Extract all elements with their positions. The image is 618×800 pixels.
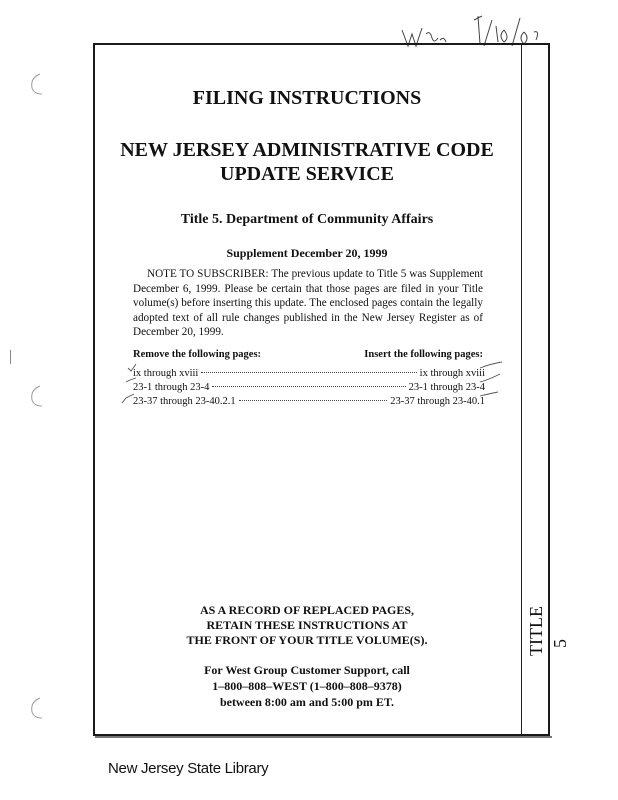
insert-pages-cell: ix through xviii <box>419 368 485 379</box>
supplement-date: Supplement December 20, 1999 <box>226 246 388 260</box>
subtitle <box>95 138 519 186</box>
subtitle-line-1: NEW JERSEY ADMINISTRATIVE CODE <box>120 139 494 161</box>
library-footer: New Jersey State Library <box>108 760 269 777</box>
insert-header: Insert the following pages: <box>364 349 483 360</box>
punch-hole-mark <box>26 696 48 720</box>
support-line-1: For West Group Customer Support, call <box>204 663 410 677</box>
title-heading: Title 5. Department of Community Affairs <box>180 212 434 227</box>
remove-pages-cell: ix through xviii <box>133 368 199 379</box>
support-line-2: 1–800–808–WEST (1–800–808–9378) <box>212 679 402 693</box>
support-line-3: between 8:00 am and 5:00 pm ET. <box>219 695 395 709</box>
margin-mark <box>10 350 11 364</box>
remove-header: Remove the following pages: <box>133 349 262 360</box>
pages-table <box>133 363 485 405</box>
dot-leader <box>201 360 416 373</box>
subtitle-line-2: UPDATE SERVICE <box>220 163 394 185</box>
tab-divider-rule <box>521 45 522 734</box>
punch-hole-mark <box>26 384 48 408</box>
handwritten-check-marks-icon <box>110 358 140 408</box>
subscriber-note: NOTE TO SUBSCRIBER: The previous update to Title 5 was Supplement December 6, 1999. Please be certain that those pages are filed in your Title volume(s) before inserting this update. The enclosed pages contain the legally adopted text of all rule changes published in the New Jersey Register as of December 20, 1999. <box>133 268 483 339</box>
dot-leader <box>239 388 388 401</box>
remove-pages-cell: 23-37 through 23-40.2.1 <box>133 396 236 407</box>
handwritten-check-marks-icon <box>478 358 508 408</box>
insert-pages-cell: 23-1 through 23-4 <box>408 382 485 393</box>
record-line-1: AS A RECORD OF REPLACED PAGES, <box>199 603 415 617</box>
punch-hole-mark <box>26 72 48 96</box>
table-row <box>133 391 485 405</box>
dot-leader <box>212 374 405 387</box>
remove-pages-cell: 23-1 through 23-4 <box>133 382 210 393</box>
record-line-3: THE FRONT OF YOUR TITLE VOLUME(S). <box>186 633 428 647</box>
handwritten-initials-date-icon <box>400 8 550 48</box>
customer-support-info <box>95 662 519 710</box>
title-tab <box>522 606 570 716</box>
tab-label: TITLE 5 <box>526 606 570 656</box>
record-instructions <box>95 603 519 648</box>
frame-shadow <box>95 736 552 738</box>
insert-pages-cell: 23-37 through 23-40.1 <box>390 396 485 407</box>
document-title: FILING INSTRUCTIONS <box>192 87 422 109</box>
record-line-2: RETAIN THESE INSTRUCTIONS AT <box>206 618 408 632</box>
